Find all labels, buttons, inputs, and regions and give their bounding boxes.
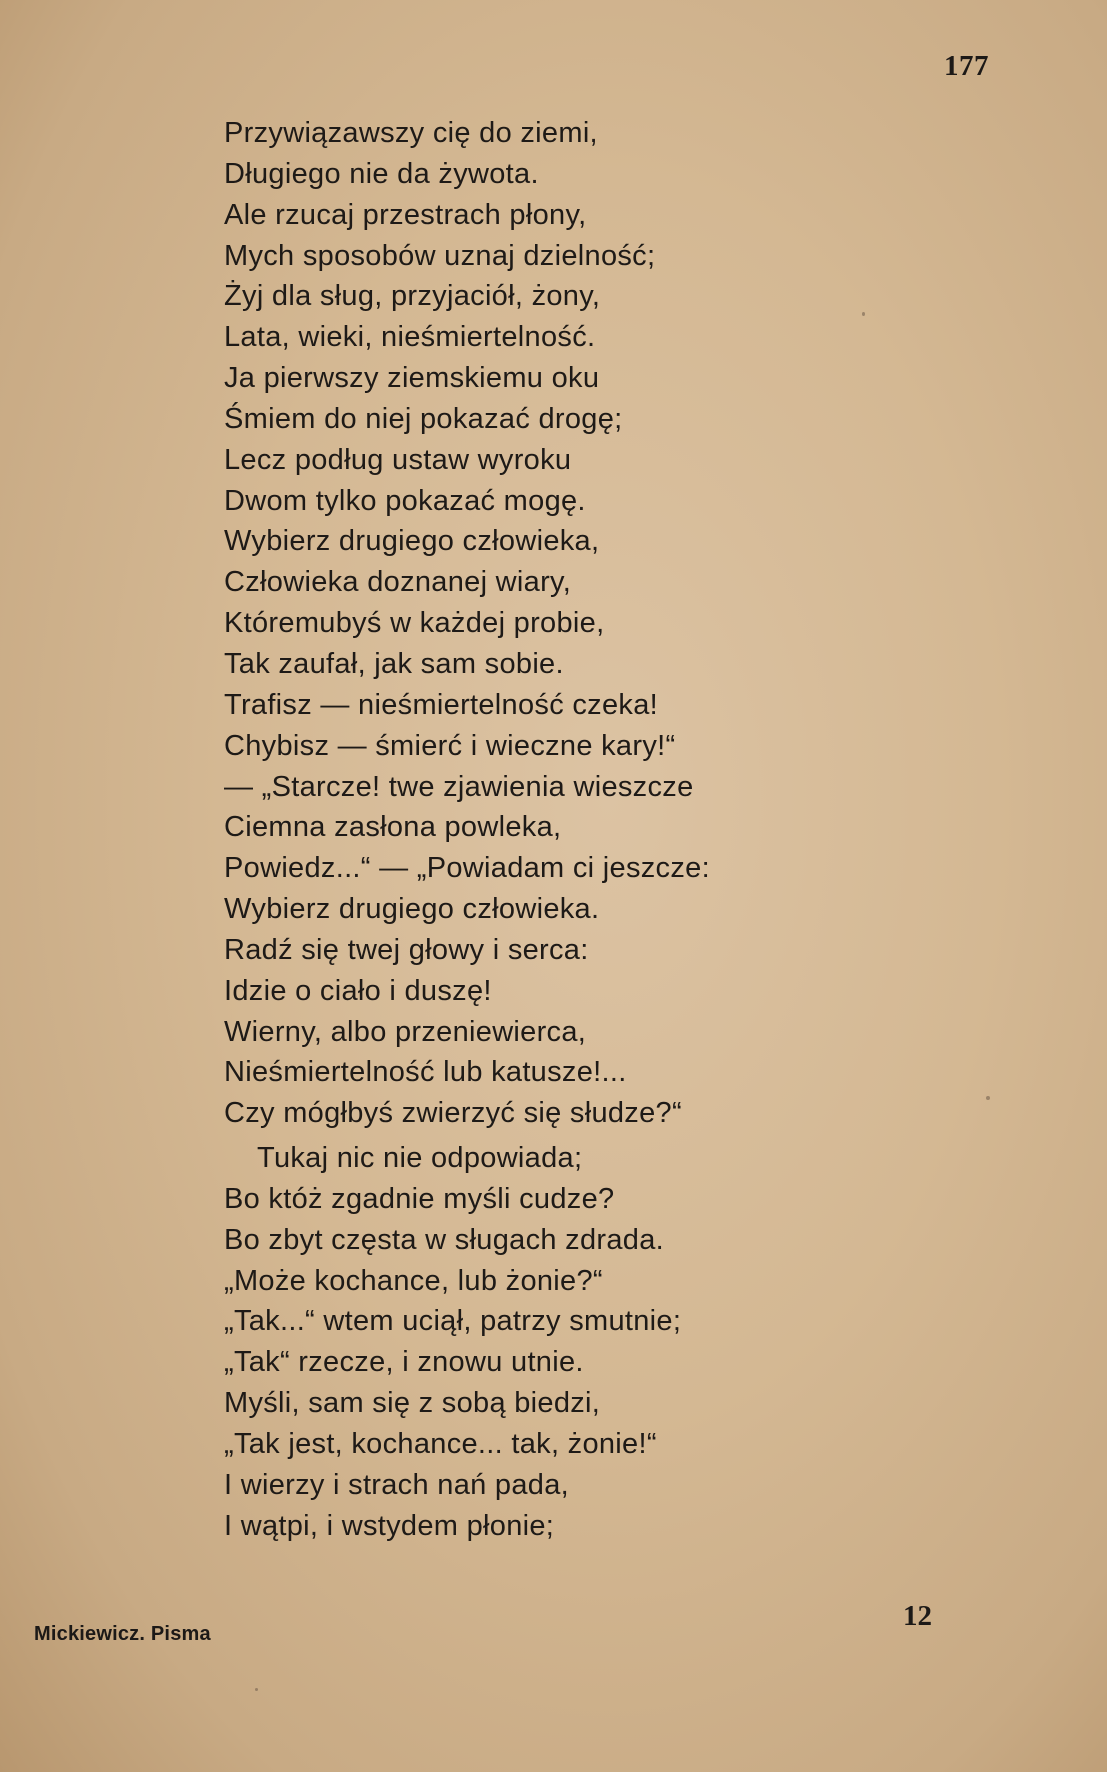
poem-line: „Może kochance, lub żonie?“	[224, 1264, 603, 1297]
poem-line: Tukaj nic nie odpowiada;	[257, 1142, 583, 1175]
poem-line: Śmiem do niej pokazać drogę;	[224, 402, 623, 435]
poem-line: Myśli, sam się z sobą biedzi,	[224, 1387, 601, 1420]
poem-line: Trafisz — nieśmiertelność czeka!	[224, 688, 658, 721]
poem-line: Lecz podług ustaw wyroku	[224, 443, 572, 476]
poem-line: Długiego nie da żywota.	[224, 157, 539, 190]
poem-line: — „Starcze! twe zjawienia wieszcze	[224, 770, 694, 803]
poem-line: I wątpi, i wstydem płonie;	[224, 1509, 555, 1542]
poem-line: I wierzy i strach nań pada,	[224, 1468, 569, 1501]
poem-text	[224, 113, 824, 1547]
poem-line: Przywiązawszy cię do ziemi,	[224, 117, 598, 149]
poem-line: Idzie o ciało i duszę!	[224, 974, 492, 1007]
poem-line: Któremubyś w każdej probie,	[224, 607, 605, 640]
poem-line: Radź się twej głowy i serca:	[224, 933, 589, 966]
poem-line: Powiedz...“ — „Powiadam ci jeszcze:	[224, 852, 710, 885]
poem-line: Wierny, albo przeniewierca,	[224, 1015, 587, 1048]
poem-line: Żyj dla sług, przyjaciół, żony,	[224, 280, 601, 313]
printer-signature: Mickiewicz. Pisma	[34, 1623, 211, 1645]
poem-line: Ale rzucaj przestrach płony,	[224, 198, 587, 231]
poem-line: Tak zaufał, jak sam sobie.	[224, 647, 564, 680]
poem-line: „Tak“ rzecze, i znowu utnie.	[224, 1346, 584, 1379]
poem-line: Wybierz drugiego człowieka,	[224, 525, 600, 558]
poem-line: Ja pierwszy ziemskiemu oku	[224, 362, 600, 395]
poem-line: Chybisz — śmierć i wieczne kary!“	[224, 729, 676, 762]
paper-speck	[862, 312, 865, 316]
poem-line: Mych sposobów uznaj dzielność;	[224, 239, 656, 272]
paper-speck	[255, 1688, 258, 1691]
poem-line: Lata, wieki, nieśmiertelność.	[224, 321, 596, 354]
sheet-number: 12	[903, 1600, 932, 1632]
poem-line: Czy mógłbyś zwierzyć się słudze?“	[224, 1097, 682, 1130]
poem-line: Ciemna zasłona powleka,	[224, 811, 562, 844]
paper-speck	[986, 1096, 990, 1100]
poem-line: Nieśmiertelność lub katusze!...	[224, 1056, 627, 1089]
poem-line: „Tak...“ wtem uciął, patrzy smutnie;	[224, 1305, 682, 1338]
poem-line: „Tak jest, kochance... tak, żonie!“	[224, 1428, 657, 1460]
poem-line: Dwom tylko pokazać mogę.	[224, 484, 586, 517]
poem-line: Człowieka doznanej wiary,	[224, 566, 572, 599]
poem-line: Bo zbyt częsta w sługach zdrada.	[224, 1223, 664, 1256]
poem-line: Wybierz drugiego człowieka.	[224, 893, 600, 926]
page-number: 177	[944, 50, 989, 82]
poem-line: Bo któż zgadnie myśli cudze?	[224, 1182, 615, 1215]
